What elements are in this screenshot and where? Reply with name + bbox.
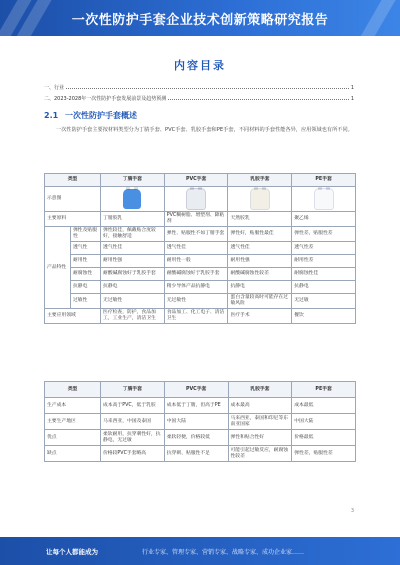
table-cell: 抗静电	[292, 281, 356, 294]
row-label: 耐用性	[71, 255, 101, 268]
glove-cost-table	[44, 381, 356, 462]
table-cell: 食品加工、化工电子、清洁卫生	[164, 309, 228, 324]
table-cell: 透气性佳	[228, 242, 292, 255]
image-cell	[164, 187, 228, 212]
page-number: 3	[350, 508, 354, 514]
table-cell: 天然胶乳	[228, 212, 292, 227]
table-cell: 无过敏性	[101, 294, 165, 309]
toc-entry-1[interactable]	[44, 83, 354, 91]
table-cell: 无过敏性	[164, 294, 228, 309]
table-cell: 耐用性强	[101, 255, 165, 268]
footer-banner	[0, 537, 400, 565]
table-cell: 成本最高	[228, 398, 292, 414]
table-cell: 耐酸碱腐蚀好于乳胶手套	[101, 268, 165, 281]
image-cell	[228, 187, 292, 212]
table-cell: 中国大陆	[292, 414, 356, 430]
row-label: 示意图	[45, 187, 101, 212]
table-cell: PVC糊树脂、增塑剂、降粘剂	[164, 212, 228, 227]
table-cell: 抗静电	[101, 281, 165, 294]
table-row	[45, 187, 356, 212]
toc-entry-text: 二、2023-2028年一次性防护手套发展前景及趋势预测	[44, 96, 167, 102]
footer-roles: 行业专家、管理专家、营销专家、战略专家、成功企业家……	[142, 549, 305, 556]
group-label: 产品特性	[45, 227, 71, 309]
table-cell: 医疗手术	[228, 309, 292, 324]
table-cell: 弹性差，贴服性差	[292, 227, 356, 242]
toc-entry-page: 1	[350, 85, 354, 91]
table-cell: 耐腐蚀性佳	[292, 268, 356, 281]
table-cell: 价格最低	[292, 430, 356, 446]
table-row	[45, 227, 356, 242]
table-row	[45, 212, 356, 227]
table-cell: 耐用性差	[292, 255, 356, 268]
table-cell: 餐饮	[292, 309, 356, 324]
table-header-cell: 类型	[45, 382, 101, 398]
toc-entry-page: 1	[350, 96, 354, 102]
table-cell: 弹性和贴合性好	[228, 430, 292, 446]
table-cell: 中国大陆	[164, 414, 228, 430]
table-cell: 医疗检查，防护，食品加工，工业生产，清洁卫生	[101, 309, 165, 324]
table-cell: 弹性、贴服性不如丁腈手套	[164, 227, 228, 242]
glove-comparison-table	[44, 173, 356, 324]
table-cell: 耐酸碱腐蚀好于乳胶手套	[164, 268, 228, 281]
image-cell	[292, 187, 356, 212]
table-cell: 马来西亚，泰国和印尼等东南亚国家	[228, 414, 292, 430]
toc-title: 内容目录	[174, 59, 226, 72]
table-row	[45, 398, 356, 414]
table-row	[45, 414, 356, 430]
table-cell: 抗穿刺、贴服性不足	[164, 446, 228, 462]
report-title: 一次性防护手套企业技术创新策略研究报告	[71, 13, 329, 28]
table-header-cell: PVC手套	[164, 174, 228, 187]
section-heading	[44, 110, 137, 121]
section-number: 2.1	[44, 111, 59, 120]
table-cell: 弹性好，贴服性最佳	[228, 227, 292, 242]
table-cell: 稍少导体产品抗静电	[164, 281, 228, 294]
table-row	[45, 309, 356, 324]
table-header-row	[45, 174, 356, 187]
pvc-glove-image	[186, 188, 206, 210]
table-cell: 柔软耐用，抗穿刺性好，抗静电，无过敏	[101, 430, 165, 446]
table-cell: 聚乙烯	[292, 212, 356, 227]
table-row	[45, 446, 356, 462]
table-cell: 柔软轻便，价格较低	[164, 430, 228, 446]
table-header-cell: 乳胶手套	[228, 382, 292, 398]
table-cell: 透气性佳	[101, 242, 165, 255]
table-header-cell: 丁腈手套	[101, 382, 165, 398]
intro-paragraph: 一次性防护手套主要按材料类型分为丁腈手套、PVC手套、乳胶手套和PE手套，不同材料的手套性能各异，应用领域也有所不同。	[56, 127, 353, 133]
pe-glove-image	[314, 188, 334, 210]
table-row	[45, 255, 356, 268]
table-cell: 丁腈胶乳	[101, 212, 165, 227]
table-header-cell: PVC手套	[164, 382, 228, 398]
row-label: 耐腐蚀性	[71, 268, 101, 281]
row-label: 主要生产地区	[45, 414, 101, 430]
nitrile-glove-image	[123, 189, 141, 209]
table-cell: 马来西亚，中国及泰国	[101, 414, 165, 430]
footer-slogan: 让每个人都能成为	[46, 548, 98, 556]
section-title: 一次性防护手套概述	[64, 111, 137, 120]
table-header-cell: PE手套	[292, 174, 356, 187]
table-cell: 可能引起过敏反应，耐腐蚀性较差	[228, 446, 292, 462]
header-banner	[0, 0, 400, 36]
table-cell: 成本低于丁腈，但高于PE	[164, 398, 228, 414]
table-cell: 弹性较佳，佩戴贴合度较好，接触舒适	[101, 227, 165, 242]
table-cell: 抗静电	[228, 281, 292, 294]
table-cell: 成本高于PVC，低于乳胶	[101, 398, 165, 414]
row-label: 抗静电	[71, 281, 101, 294]
row-label: 生产成本	[45, 398, 101, 414]
row-label: 透气性	[71, 242, 101, 255]
table-row	[45, 242, 356, 255]
table-header-cell: 类型	[45, 174, 101, 187]
row-label: 优点	[45, 430, 101, 446]
table-cell: 透气性佳	[164, 242, 228, 255]
table-row	[45, 281, 356, 294]
row-label: 缺点	[45, 446, 101, 462]
image-cell	[101, 187, 165, 212]
table-header-cell: 丁腈手套	[101, 174, 165, 187]
table-header-row	[45, 382, 356, 398]
toc-leader	[66, 88, 349, 89]
toc-leader	[168, 99, 349, 100]
table-row	[45, 268, 356, 281]
row-label: 过敏性	[71, 294, 101, 309]
table-header-cell: 乳胶手套	[228, 174, 292, 187]
row-label: 弹性及贴服性	[71, 227, 101, 242]
table-cell: 耐用性一般	[164, 255, 228, 268]
table-cell: 无过敏	[292, 294, 356, 309]
table-cell: 弹性差，贴服性差	[292, 446, 356, 462]
table-cell: 透气性差	[292, 242, 356, 255]
table-cell: 耐用性强	[228, 255, 292, 268]
table-cell: 蛋白含量较高时可能存在过敏风险	[228, 294, 292, 309]
table-cell: 价格较PVC手套略高	[101, 446, 165, 462]
table-cell: 耐酸碱腐蚀性较差	[228, 268, 292, 281]
row-label: 主要应用领域	[45, 309, 101, 324]
toc-entry-text: 一、行业	[44, 85, 65, 91]
table-header-cell: PE手套	[292, 382, 356, 398]
latex-glove-image	[250, 188, 270, 210]
row-label: 主要原料	[45, 212, 101, 227]
table-row	[45, 430, 356, 446]
table-row	[45, 294, 356, 309]
toc-entry-2[interactable]	[44, 94, 354, 102]
table-cell: 成本最低	[292, 398, 356, 414]
